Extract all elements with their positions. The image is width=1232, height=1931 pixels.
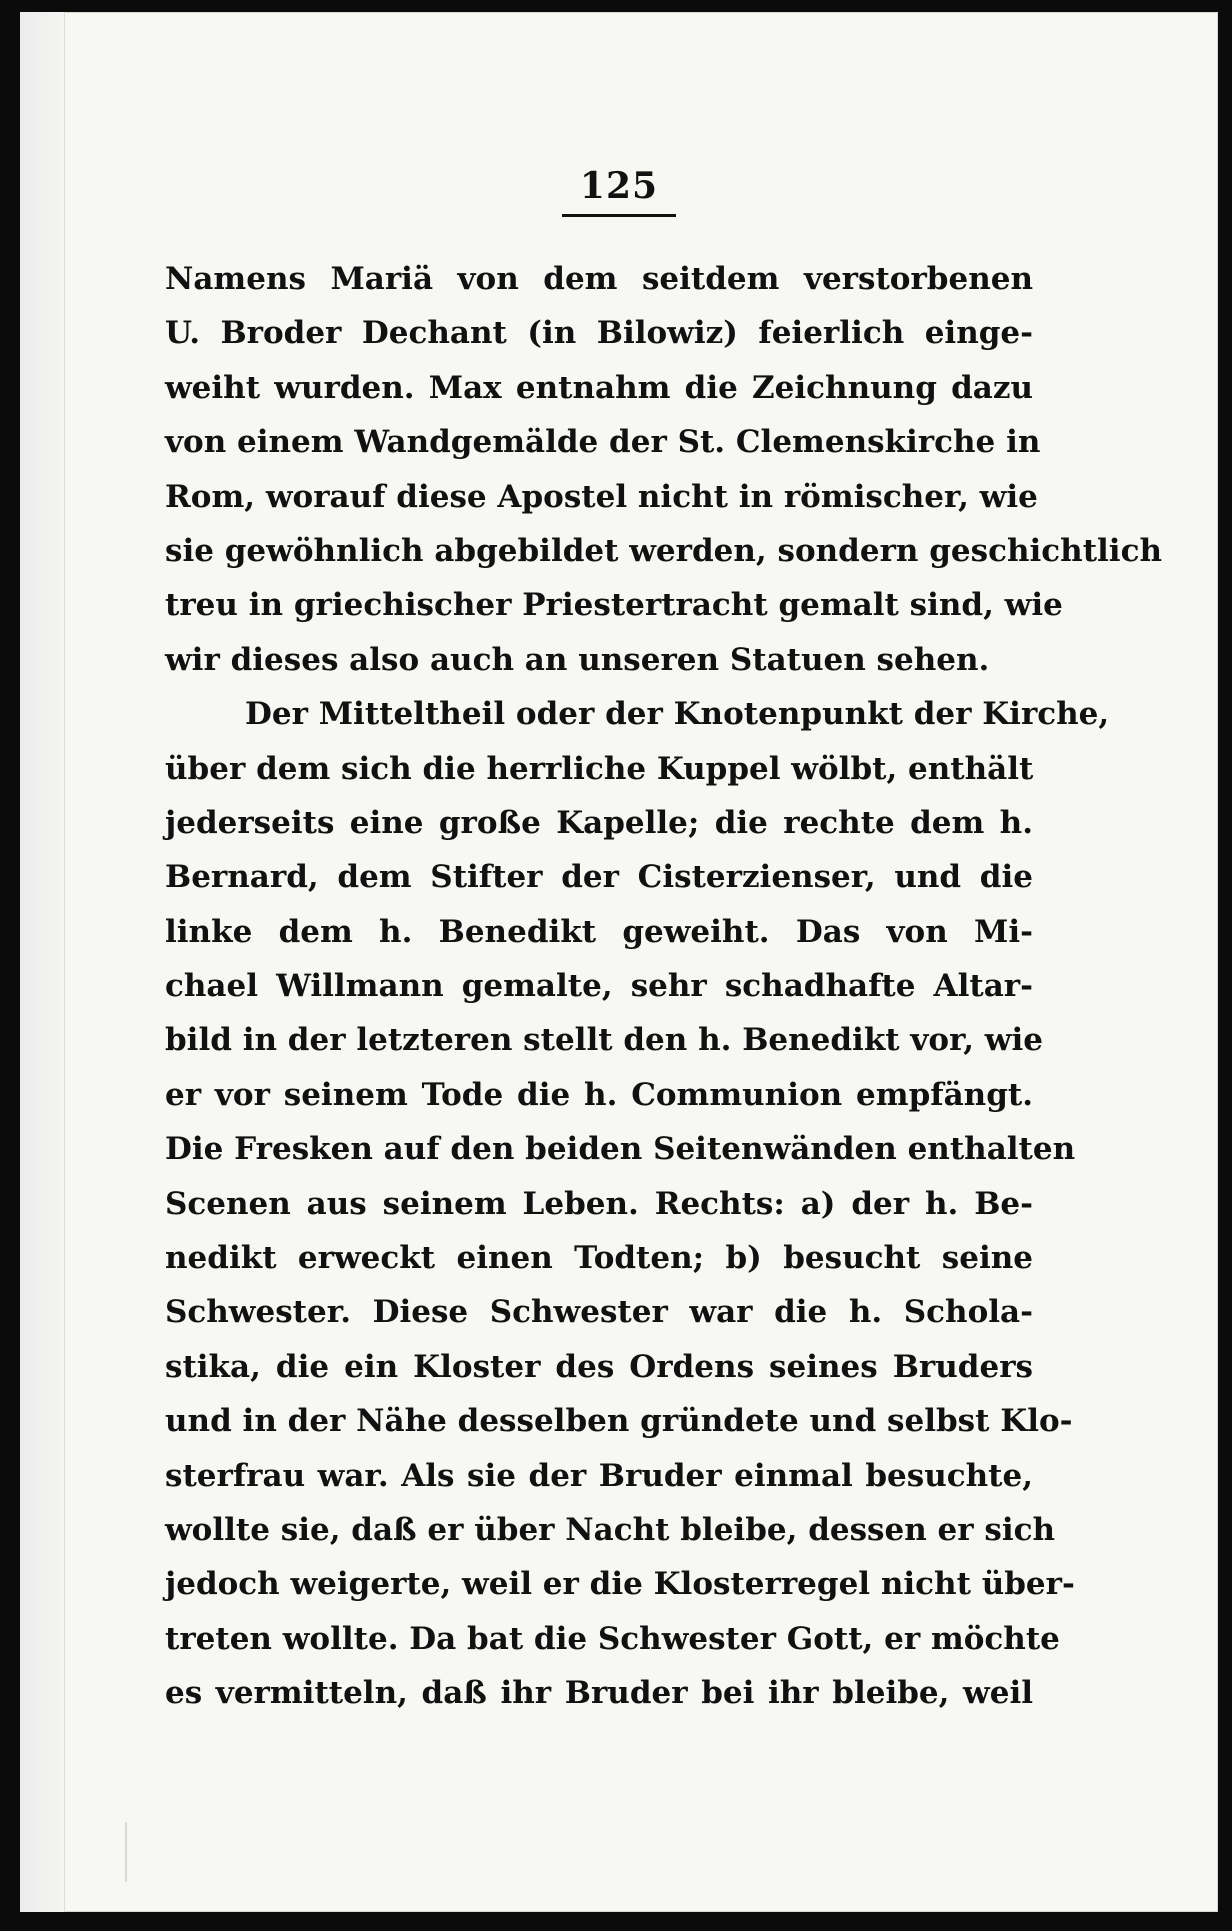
page-gutter: [20, 12, 65, 1912]
text-line: Scenen aus seinem Leben. Rechts: a) der h. Be-: [165, 1185, 1033, 1222]
text-line: sterfrau war. Als sie der Bruder einmal besuchte,: [165, 1457, 1033, 1494]
text-line: wollte sie, daß er über Nacht bleibe, dessen er sich: [165, 1511, 1056, 1548]
text-line: von einem Wandgemälde der St. Clemenskirche in: [165, 424, 1041, 461]
text-line: Namens Mariä von dem seitdem verstorbenen: [165, 261, 1033, 297]
page-header: [20, 165, 1218, 217]
paragraph-start-line: Der Mitteltheil oder der Knotenpunkt der Kirche,: [245, 696, 1110, 733]
text-line: linke dem h. Benedikt geweiht. Das von Mi-: [165, 913, 1033, 950]
text-line: bild in der letzteren stellt den h. Benedikt vor, wie: [165, 1022, 1043, 1059]
text-line: sie gewöhnlich abgebildet werden, sondern geschichtlich: [165, 532, 1162, 569]
text-line: Schwester. Diese Schwester war die h. Schola-: [165, 1294, 1033, 1331]
text-line: nedikt erweckt einen Todten; b) besucht seine: [165, 1240, 1033, 1277]
text-line: Die Fresken auf den beiden Seitenwänden enthalten: [165, 1131, 1076, 1168]
text-line: jedoch weigerte, weil er die Klosterregel nicht über-: [165, 1566, 1075, 1603]
book-page: [20, 12, 1218, 1912]
text-line: Bernard, dem Stifter der Cisterzienser, und die: [165, 859, 1033, 896]
body-text: [165, 252, 1162, 1721]
text-line: über dem sich die herrliche Kuppel wölbt, enthält: [165, 750, 1034, 787]
text-line: er vor seinem Tode die h. Communion empfängt.: [165, 1076, 1033, 1113]
text-line: chael Willmann gemalte, sehr schadhafte Altar-: [165, 968, 1033, 1005]
text-line: treten wollte. Da bat die Schwester Gott, er möchte: [165, 1620, 1060, 1657]
page-number: 125: [562, 168, 676, 217]
text-line: und in der Nähe desselben gründete und selbst Klo-: [165, 1403, 1073, 1440]
scan-mark: [125, 1822, 127, 1882]
text-line: stika, die ein Kloster des Ordens seines Bruders: [165, 1348, 1033, 1385]
text-line: treu in griechischer Priestertracht gemalt sind, wie: [165, 587, 1063, 624]
paragraph-end-line: wir dieses also auch an unseren Statuen sehen.: [165, 641, 990, 678]
text-line: jederseits eine große Kapelle; die rechte dem h.: [165, 804, 1033, 841]
text-line: Rom, worauf diese Apostel nicht in römischer, wie: [165, 478, 1038, 515]
text-line: U. Broder Dechant (in Bilowiz) feierlich einge-: [165, 315, 1033, 352]
text-line: weiht wurden. Max entnahm die Zeichnung dazu: [165, 369, 1033, 406]
text-line: es vermitteln, daß ihr Bruder bei ihr bleibe, weil: [165, 1675, 1033, 1712]
